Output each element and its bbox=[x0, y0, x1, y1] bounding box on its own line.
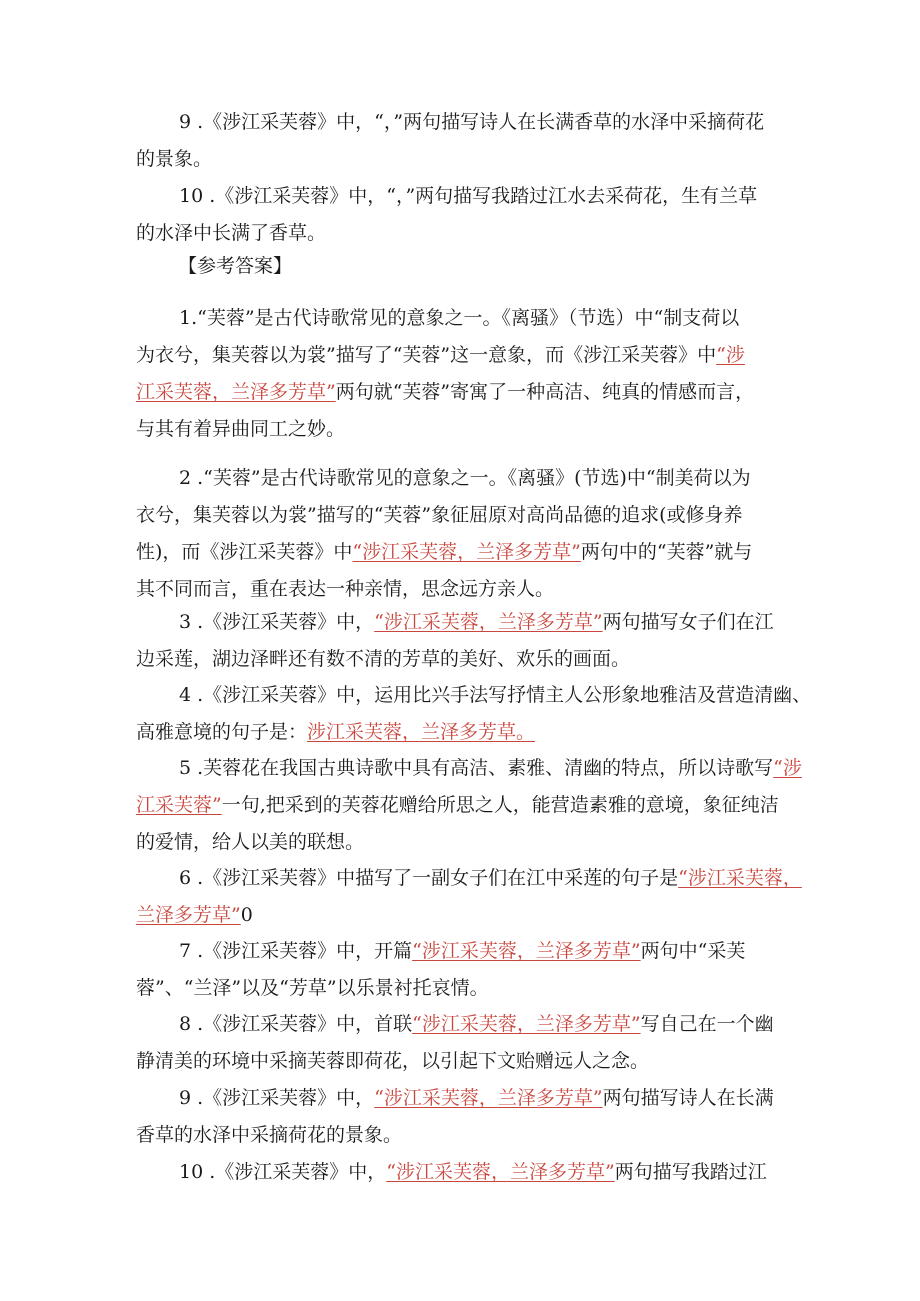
question-10 bbox=[136, 178, 786, 252]
answer-9-line-1 bbox=[136, 1080, 786, 1117]
answer-2-line-1: 2 .“芙蓉”是古代诗歌常见的意象之一。《离骚》(节选)中“制美荷以为 bbox=[179, 467, 751, 489]
answer-9-highlight: “涉江采芙蓉，兰泽多芳草” bbox=[374, 1087, 603, 1109]
answer-5 bbox=[136, 750, 802, 861]
answer-1 bbox=[136, 300, 786, 448]
answer-6-highlight-start: “涉江采芙蓉， bbox=[678, 867, 802, 889]
question-9 bbox=[136, 104, 786, 178]
answer-1-text: 两句就“芙蓉”寄寓了一种高洁、纯真的情感而言， bbox=[335, 381, 755, 403]
answer-4-line-1: 4 .《涉江采芙蓉》中，运用比兴手法写抒情主人公形象地雅洁及营造清幽、 bbox=[179, 684, 812, 706]
answer-5-line-1 bbox=[136, 750, 802, 787]
answer-7-text: 两句中“采芙 bbox=[640, 940, 746, 962]
answer-10-text: 10 .《涉江采芙蓉》中， bbox=[179, 1161, 387, 1183]
answer-7-text: 7 .《涉江采芙蓉》中，开篇 bbox=[179, 940, 413, 962]
answer-7-line-2: 蓉”、“兰泽”以及“芳草”以乐景衬托哀情。 bbox=[136, 977, 489, 999]
answer-10-text: 两句描写我踏过江 bbox=[614, 1161, 767, 1183]
answer-6 bbox=[136, 860, 802, 934]
answer-8-text: 写自己在一个幽 bbox=[640, 1013, 774, 1035]
answer-2-text: 两句中的“芙蓉”就与 bbox=[580, 541, 753, 563]
answer-9-line-2: 香草的水泽中采摘荷花的景象。 bbox=[136, 1124, 403, 1146]
answer-6-line-1 bbox=[136, 860, 802, 897]
answer-6-line-2 bbox=[136, 897, 786, 934]
answer-3-text: 3 .《涉江采芙蓉》中， bbox=[179, 611, 375, 633]
question-9-line-1: 9 .《涉江采芙蓉》中，“，”两句描写诗人在长满香草的水泽中采摘荷花 bbox=[179, 111, 765, 133]
answer-1-line-2 bbox=[136, 337, 786, 374]
answer-4-highlight: 涉江采芙蓉，兰泽多芳草。 bbox=[307, 721, 536, 743]
answer-1-highlight-end: 江采芙蓉，兰泽多芳草” bbox=[136, 381, 336, 403]
answer-8-line-1 bbox=[136, 1006, 786, 1043]
answer-7 bbox=[136, 933, 786, 1007]
answer-5-highlight-end: 江采芙蓉” bbox=[136, 794, 222, 816]
answer-8 bbox=[136, 1006, 786, 1080]
answer-1-line-3 bbox=[136, 374, 786, 411]
answer-1-line-1: 1.“芙蓉”是古代诗歌常见的意象之一。《离骚》（节选）中“制支荷以 bbox=[179, 307, 740, 329]
answer-6-text: 6 .《涉江采芙蓉》中描写了一副女子们在江中采莲的句子是 bbox=[179, 867, 679, 889]
answer-8-highlight: “涉江采芙蓉，兰泽多芳草” bbox=[412, 1013, 641, 1035]
answer-6-highlight-end: 兰泽多芳草” bbox=[136, 904, 241, 926]
answer-10-highlight: “涉江采芙蓉，兰泽多芳草” bbox=[386, 1161, 615, 1183]
answer-2-line-2: 衣兮，集芙蓉以为裳”描写的“芙蓉”象征屈原对高尚品德的追求(或修身养 bbox=[136, 504, 743, 526]
answer-5-line-2 bbox=[136, 787, 786, 824]
answer-6-text: 0 bbox=[240, 904, 253, 926]
answer-9-text: 两句描写诗人在长满 bbox=[602, 1087, 774, 1109]
answer-2-text: 性)，而《涉江采芙蓉》中 bbox=[136, 541, 353, 563]
answer-10-line-1 bbox=[136, 1154, 786, 1191]
answer-3 bbox=[136, 604, 786, 678]
answer-1-line-4: 与其有着异曲同工之妙。 bbox=[136, 418, 346, 440]
answer-8-line-2: 静清美的环境中采摘芙蓉即荷花，以引起下文贻赠远人之念。 bbox=[136, 1050, 650, 1072]
answer-2 bbox=[136, 460, 786, 608]
answer-3-line-1 bbox=[136, 604, 786, 641]
question-10-line-1: 10 .《涉江采芙蓉》中，“，”两句描写我踏过江水去采荷花，生有兰草 bbox=[179, 185, 758, 207]
answer-7-line-1 bbox=[136, 933, 786, 970]
answer-2-line-4: 其不同而言，重在表达一种亲情，思念远方亲人。 bbox=[136, 578, 555, 600]
answer-1-text: 为衣兮，集芙蓉以为裳”描写了“芙蓉”这一意象，而《涉江采芙蓉》中 bbox=[136, 344, 717, 366]
answer-5-text: 5 .芙蓉花在我国古典诗歌中具有高洁、素雅、清幽的特点，所以诗歌写 bbox=[179, 757, 774, 779]
answer-9 bbox=[136, 1080, 786, 1154]
answer-5-text: 一句,把采到的芙蓉花赠给所思之人，能营造素雅的意境，象征纯洁 bbox=[221, 794, 779, 816]
answer-3-text: 两句描写女子们在江 bbox=[602, 611, 774, 633]
answer-4 bbox=[136, 677, 812, 751]
answer-5-line-3: 的爱情，给人以美的联想。 bbox=[136, 831, 365, 853]
question-10-line-2: 的水泽中长满了香草。 bbox=[136, 222, 327, 244]
answer-2-line-3 bbox=[136, 534, 786, 571]
answer-4-line-2 bbox=[136, 714, 786, 751]
answer-2-highlight: “涉江采芙蓉，兰泽多芳草” bbox=[352, 541, 581, 563]
answer-5-highlight-start: “涉 bbox=[773, 757, 802, 779]
answer-8-text: 8 .《涉江采芙蓉》中，首联 bbox=[179, 1013, 413, 1035]
answer-7-highlight: “涉江采芙蓉，兰泽多芳草” bbox=[412, 940, 641, 962]
answer-1-highlight-start: “涉 bbox=[716, 344, 745, 366]
answer-10 bbox=[136, 1154, 786, 1191]
answer-4-text: 高雅意境的句子是： bbox=[136, 721, 308, 743]
answer-3-line-2: 边采莲，湖边泽畔还有数不清的芳草的美好、欢乐的画面。 bbox=[136, 648, 631, 670]
question-9-line-2: 的景象。 bbox=[136, 148, 213, 170]
answer-3-highlight: “涉江采芙蓉，兰泽多芳草” bbox=[374, 611, 603, 633]
answer-heading: 【参考答案】 bbox=[178, 255, 293, 277]
answer-9-text: 9 .《涉江采芙蓉》中， bbox=[179, 1087, 375, 1109]
